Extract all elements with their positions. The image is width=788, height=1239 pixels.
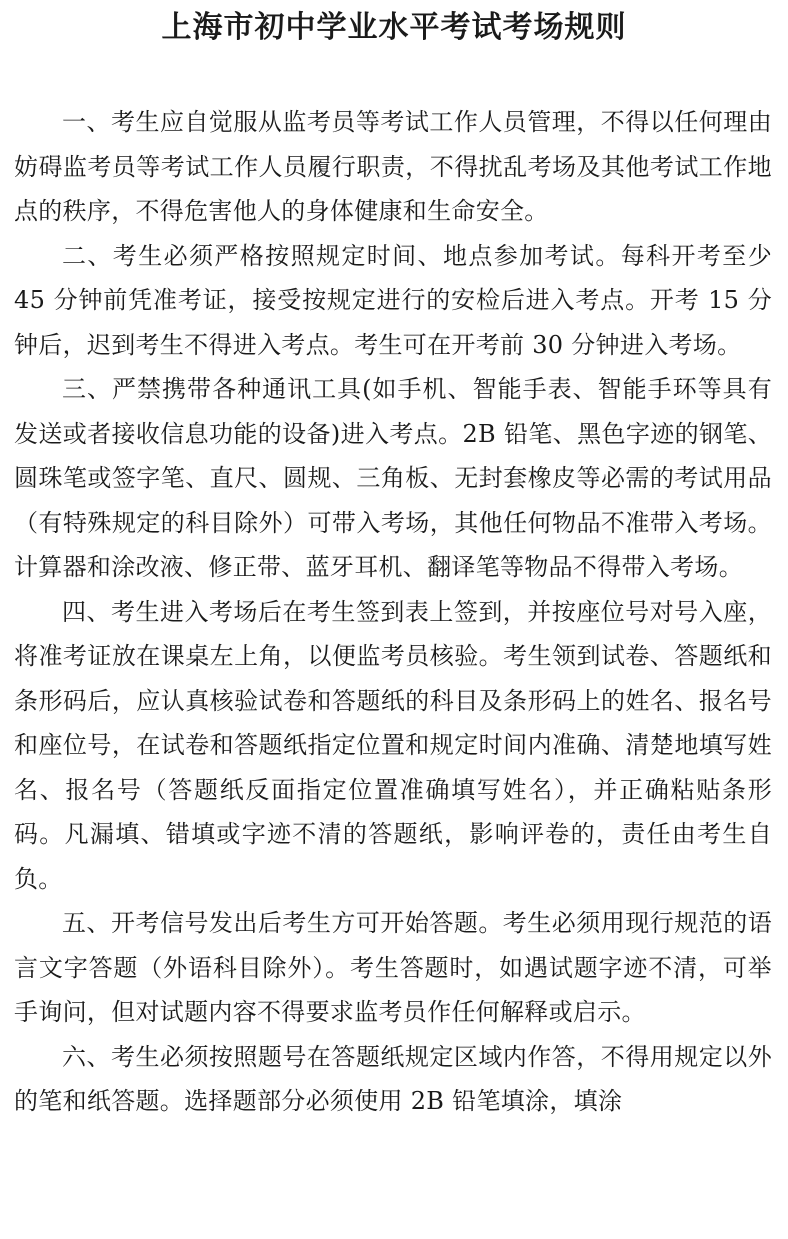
rule-paragraph-4: 四、考生进入考场后在考生签到表上签到，并按座位号对号入座，将准考证放在课桌左上角，以便监考员核验。考生领到试卷、答题纸和条形码后，应认真核验试卷和答题纸的科目及条形码上的姓名、报名号和座位号，在试卷和答题纸指定位置和规定时间内准确、清楚地填写姓名、报名号（答题纸反面指定位置准确填写姓名），并正确粘贴条形码。凡漏填、错填或字迹不清的答题纸，影响评卷的，责任由考生自负。 [14,597,772,893]
rule-paragraph-1: 一、考生应自觉服从监考员等考试工作人员管理，不得以任何理由妨碍监考员等考试工作人员履行职责，不得扰乱考场及其他考试工作地点的秩序，不得危害他人的身体健康和生命安全。 [14,108,772,225]
rule-paragraph-3: 三、严禁携带各种通讯工具(如手机、智能手表、智能手环等具有发送或者接收信息功能的设备)进入考点。2B 铅笔、黑色字迹的钢笔、圆珠笔或签字笔、直尺、圆规、三角板、无封套橡皮等必需的考试用品（有特殊规定的科目除外）可带入考场，其他任何物品不准带入考场。计算器和涂改液、修正带、蓝牙耳机、翻译笔等物品不得带入考场。 [14,375,772,581]
rule-paragraph-5: 五、开考信号发出后考生方可开始答题。考生必须用现行规范的语言文字答题（外语科目除外）。考生答题时，如遇试题字迹不清，可举手询问，但对试题内容不得要求监考员作任何解释或启示。 [14,909,772,1026]
rule-paragraph-6: 六、考生必须按照题号在答题纸规定区域内作答，不得用规定以外的笔和纸答题。选择题部分必须使用 2B 铅笔填涂，填涂 [14,1042,772,1115]
rule-paragraph-2: 二、考生必须严格按照规定时间、地点参加考试。每科开考至少 45 分钟前凭准考证，接受按规定进行的安检后进入考点。开考 15 分钟后，迟到考生不得进入考点。考生可在开考前 30 分钟进入考场。 [14,241,772,359]
document-body [14,100,772,1124]
document-title: 上海市初中学业水平考试考场规则 [161,10,627,45]
